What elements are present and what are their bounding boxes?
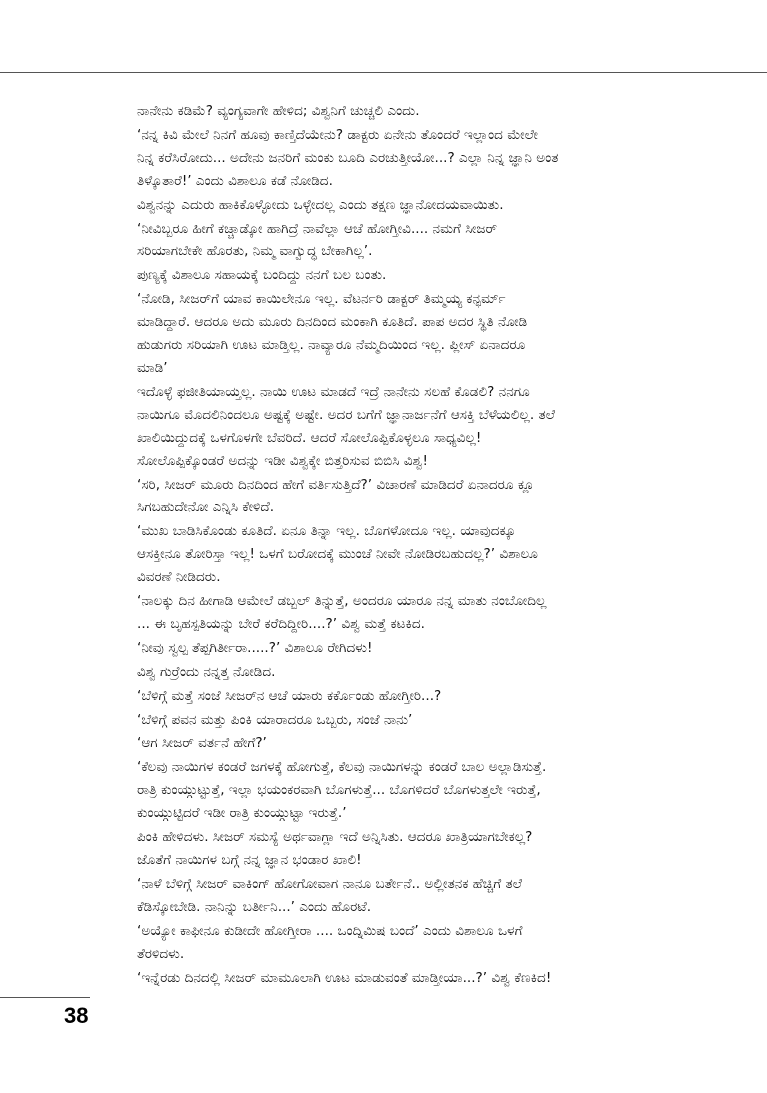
text-line: ಕೆಡಿಸ್ಕೋಬೇಡಿ. ನಾನಿನ್ನು ಬರ್ತೀನಿ...’ ಎಂದು ಹೊರಟೆ. [137,898,372,915]
text-line: ರಾತ್ರಿ ಕುಂಯ್ಗುಟ್ಟುತ್ತೆ, ಇಲ್ಲಾ ಭಯಂಕರವಾಗಿ ಬೊಗಳುತ್ತೆ... ಬೊಗಳಿದರೆ ಬೊಗಳುತ್ತಲೇ ಇರುತ್ತೆ, [137,782,541,799]
text-line: ‘ಅಯ್ಯೋ ಕಾಫೀನೂ ಕುಡೀದೇ ಹೋಗ್ತೀರಾ .... ಒಂದ್ನಿಮಿಷ ಬಂದೆ’ ಎಂದು ವಿಶಾಲೂ ಒಳಗೆ [137,922,523,939]
text-line: ‘ಕೆಲವು ನಾಯಿಗಳ ಕಂಡರೆ ಜಗಳಕ್ಕೆ ಹೋಗುತ್ತೆ, ಕೆಲವು ನಾಯಿಗಳನ್ನು ಕಂಡರೆ ಬಾಲ ಅಲ್ಲಾಡಿಸುತ್ತೆ. [137,759,547,776]
paragraph [115,920,715,966]
paragraph [115,124,715,193]
paragraph [115,661,715,684]
paragraph [115,100,715,123]
paragraph [115,732,715,755]
text-line: ... ಈ ಬೃಹಸ್ಪತಿಯನ್ನು ಬೇರೆ ಕರೆದಿದ್ದೀರಿ....?’ ವಿಶ್ವ ಮತ್ತೆ ಕಟಕಿದ. [137,615,425,632]
text-line: ತೆರಳಿದಳು. [137,945,185,962]
text-line: ‘ಇನ್ನೆರಡು ದಿನದಲ್ಲಿ ಸೀಜರ್ ಮಾಮೂಲಾಗಿ ಊಟ ಮಾಡುವಂತೆ ಮಾಡ್ತೀಯಾ...?’ ವಿಶ್ವ ಕೆಣಕಿದ! [137,969,552,986]
text-line: ‘ನಾಳೆ ಬೆಳಿಗ್ಗೆ ಸೀಜರ್ ವಾಕಿಂಗ್ ಹೋಗೋವಾಗ ನಾನೂ ಬರ್ತೇನೆ.. ಅಲ್ಲೀತನಕ ಹೆಚ್ಚಿಗೆ ತಲೆ [137,875,523,892]
text-line: ಕುಂಯ್ಗುಟ್ಟಿದರೆ ಇಡೀ ರಾತ್ರಿ ಕುಂಯ್ಗುಟ್ಟಾ ಇರುತ್ತೆ.’ [137,805,347,822]
paragraph [115,218,715,264]
text-line: ಆಸಕ್ತೀನೂ ತೋರಿಸ್ತಾ ಇಲ್ಲ! ಒಳಗೆ ಬರೋದಕ್ಕೆ ಮುಂಚೆ ನೀವೇ ನೋಡಿರಬಹುದಲ್ಲ?’ ವಿಶಾಲೂ [137,546,538,563]
paragraph [115,264,715,287]
text-line: ಹುಡುಗರು ಸರಿಯಾಗಿ ಊಟ ಮಾಡ್ತಿಲ್ಲ. ನಾವ್ಯಾರೂ ನೆಮ್ಮದಿಯಿಂದ ಇಲ್ಲ. ಪ್ಲೀಸ್ ಏನಾದರೂ [137,337,526,354]
text-line: ವಿಶ್ವನನ್ನು ಎದುರು ಹಾಕಿಕೊಳ್ಳೋದು ಒಳ್ಳೇದಲ್ಲ ಎಂದು ತಕ್ಷಣ ಜ್ಞಾನೋದಯವಾಯಿತು. [137,196,504,213]
text-line: ಖಾಲಿಯಿದ್ದುದಕ್ಕೆ ಒಳಗೊಳಗೇ ಬೆವರಿದೆ. ಆದರೆ ಸೋಲೊಪ್ಪಿಕೊಳ್ಳಲೂ ಸಾಧ್ಯವಿಲ್ಲ! [137,429,482,446]
page-number-rule [0,997,90,998]
paragraph [115,756,715,825]
text-line: ನಾನೇನು ಕಡಿಮೆ? ವ್ಯಂಗ್ಯವಾಗೇ ಹೇಳಿದ; ವಿಶ್ವನಿಗೆ ಚುಚ್ಚಲಿ ಎಂದು. [137,103,420,119]
text-line: ಪುಣ್ಯಕ್ಕೆ ವಿಶಾಲೂ ಸಹಾಯಕ್ಕೆ ಬಂದಿದ್ದು ನನಗೆ ಬಲ ಬಂತು. [137,267,387,284]
paragraph [115,873,715,919]
top-rule [0,72,767,73]
paragraph [115,381,715,473]
text-line: ಇದೊಳ್ಳೆ ಫಜೀತಿಯಾಯ್ತಲ್ಲ. ನಾಯಿ ಊಟ ಮಾಡದೆ ಇದ್ರೆ ನಾನೇನು ಸಲಹೆ ಕೊಡಲಿ? ನನಗೂ [137,383,530,400]
text-line: ಪಿಂಕಿ ಹೇಳಿದಳು. ಸೀಜರ್ ಸಮಸ್ಯೆ ಅರ್ಥವಾಗ್ಲಾ ಇದೆ ಅನ್ನಿಸಿತು. ಆದರೂ ಖಾತ್ರಿಯಾಗಬೇಕಲ್ಲ? [137,829,533,846]
paragraph [115,288,715,380]
text-line: ವಿವರಣೆ ನೀಡಿದರು. [137,569,221,586]
paragraph [115,590,715,636]
text-line: ‘ನನ್ನ ಕಿವಿ ಮೇಲೆ ನಿನಗೆ ಹೂವು ಕಾಣ್ತಿದೆಯೇನು? ಡಾಕ್ಟರು ಏನೇನು ತೊಂದರೆ ಇಲ್ಲಾಂದ ಮೇಲೇ [137,126,538,143]
paragraph [115,474,715,520]
text-line: ಸರಿಯಾಗಬೇಕೇ ಹೊರತು, ನಿಮ್ಮ ವಾಗ್ವುದ್ಧ ಬೇಕಾಗಿಲ್ಲ’. [137,243,373,260]
paragraph [115,194,715,217]
paragraph [115,520,715,589]
text-line: ‘ಬೆಳಿಗ್ಗೆ ಪವನ ಮತ್ತು ಪಿಂಕಿ ಯಾರಾದರೂ ಒಬ್ಬರು, ಸಂಜೆ ನಾನು’ [137,711,413,728]
text-line: ‘ಮುಖ ಬಾಡಿಸಿಕೊಂಡು ಕೂತಿದೆ. ಏನೂ ತಿನ್ನಾ ಇಲ್ಲ. ಬೊಗಳೋದೂ ಇಲ್ಲ. ಯಾವುದಕ್ಕೂ [137,523,516,540]
page-number: 38 [64,1003,89,1028]
paragraph [115,967,715,990]
paragraph [115,826,715,872]
text-line: ‘ನಾಲಕ್ಕು ದಿನ ಹೀಗಾಡಿ ಆಮೇಲೆ ಡಬ್ಬಲ್ ತಿನ್ನುತ್ತೆ, ಅಂದರೂ ಯಾರೂ ನನ್ನ ಮಾತು ನಂಬೋದಿಲ್ಲ [137,593,547,610]
text-line: ಜೊತೆಗೆ ನಾಯಿಗಳ ಬಗ್ಗೆ ನನ್ನ ಜ್ಞಾನ ಭಂಡಾರ ಖಾಲಿ! [137,852,362,868]
body-text [115,100,715,990]
paragraph [115,685,715,708]
text-line: ಮಾಡಿದ್ದಾರೆ. ಆದರೂ ಅದು ಮೂರು ದಿನದಿಂದ ಮಂಕಾಗಿ ಕೂತಿದೆ. ಪಾಪ ಅದರ ಸ್ಥಿತಿ ನೋಡಿ [137,314,528,331]
text-line: ‘ಸರಿ, ಸೀಜರ್ ಮೂರು ದಿನದಿಂದ ಹೇಗೆ ವರ್ತಿಸುತ್ತಿದೆ?’ ವಿಚಾರಣೆ ಮಾಡಿದರೆ ಏನಾದರೂ ಕ್ಲೂ [137,476,535,493]
text-line: ನಿನ್ನ ಕರೆಸಿರೋದು... ಅದೇನು ಜನರಿಗೆ ಮಂಕು ಬೂದಿ ಎರಚುತ್ತೀಯೋ...? ಎಲ್ಲಾ ನಿನ್ನ ಜ್ಞಾನಿ ಅಂತ [137,149,559,166]
text-line: ‘ನೀವು ಸ್ವಲ್ಪ ತೆಪ್ಪಗಿರ್ತೀರಾ.....?’ ವಿಶಾಲೂ ರೇಗಿದಳು! [137,639,373,656]
text-line: ಸಿಗಬಹುದೇನೋ ಎನ್ನಿಸಿ ಕೇಳಿದೆ. [137,499,275,516]
text-line: ನಾಯಿಗೂ ಮೊದಲಿನಿಂದಲೂ ಅಷ್ಟಕ್ಕೆ ಅಷ್ಟೇ. ಅದರ ಬಗೆಗೆ ಜ್ಞಾನಾರ್ಜನೆಗೆ ಆಸಕ್ತಿ ಬೆಳೆಯಲಿಲ್ಲ. ತಲೆ [137,406,556,423]
text-line: ‘ನೋಡಿ, ಸೀಜರ್‌ಗೆ ಯಾವ ಕಾಯಿಲೇನೂ ಇಲ್ಲ. ವೆಟರ್ನರಿ ಡಾಕ್ಟರ್ ತಿಮ್ಮಯ್ಯ ಕನ್ಫರ್ಮ್ [137,291,506,308]
text-line: ‘ನೀವಿಬ್ಬರೂ ಹೀಗೆ ಕಚ್ಚಾಡ್ಕೋ ಹಾಗಿದ್ರೆ ನಾವೆಲ್ಲಾ ಆಚೆ ಹೋಗ್ತೀವಿ.... ನಮಗೆ ಸೀಜರ್ [137,220,498,237]
text-line: ಸೋಲೊಪ್ಪಿಕ್ಕೊಂಡರೆ ಅದನ್ನು ಇಡೀ ವಿಶ್ವಕ್ಕೇ ಬಿತ್ತರಿಸುವ ಬಿಬಿಸಿ ವಿಶ್ವ! [137,452,428,469]
text-line: ವಿಶ್ವ ಗುರ್ರೆಂದು ನನ್ನತ್ತ ನೋಡಿದ. [137,663,276,680]
text-line: ತಿಳ್ಕೊತಾರೆ!’ ಎಂದು ವಿಶಾಲೂ ಕಡೆ ನೋಡಿದ. [137,172,333,189]
text-line: ಮಾಡಿ’ [137,359,168,376]
text-line: ‘ಆಗ ಸೀಜರ್ ವರ್ತನೆ ಹೇಗೆ?’ [137,735,267,752]
paragraph [115,637,715,660]
text-line: ‘ಬೆಳಿಗ್ಗೆ ಮತ್ತೆ ಸಂಜೆ ಸೀಜರ್‌ನ ಆಚೆ ಯಾರು ಕರ್ಕೊಂಡು ಹೋಗ್ತೀರಿ...? [137,687,442,704]
paragraph [115,709,715,732]
